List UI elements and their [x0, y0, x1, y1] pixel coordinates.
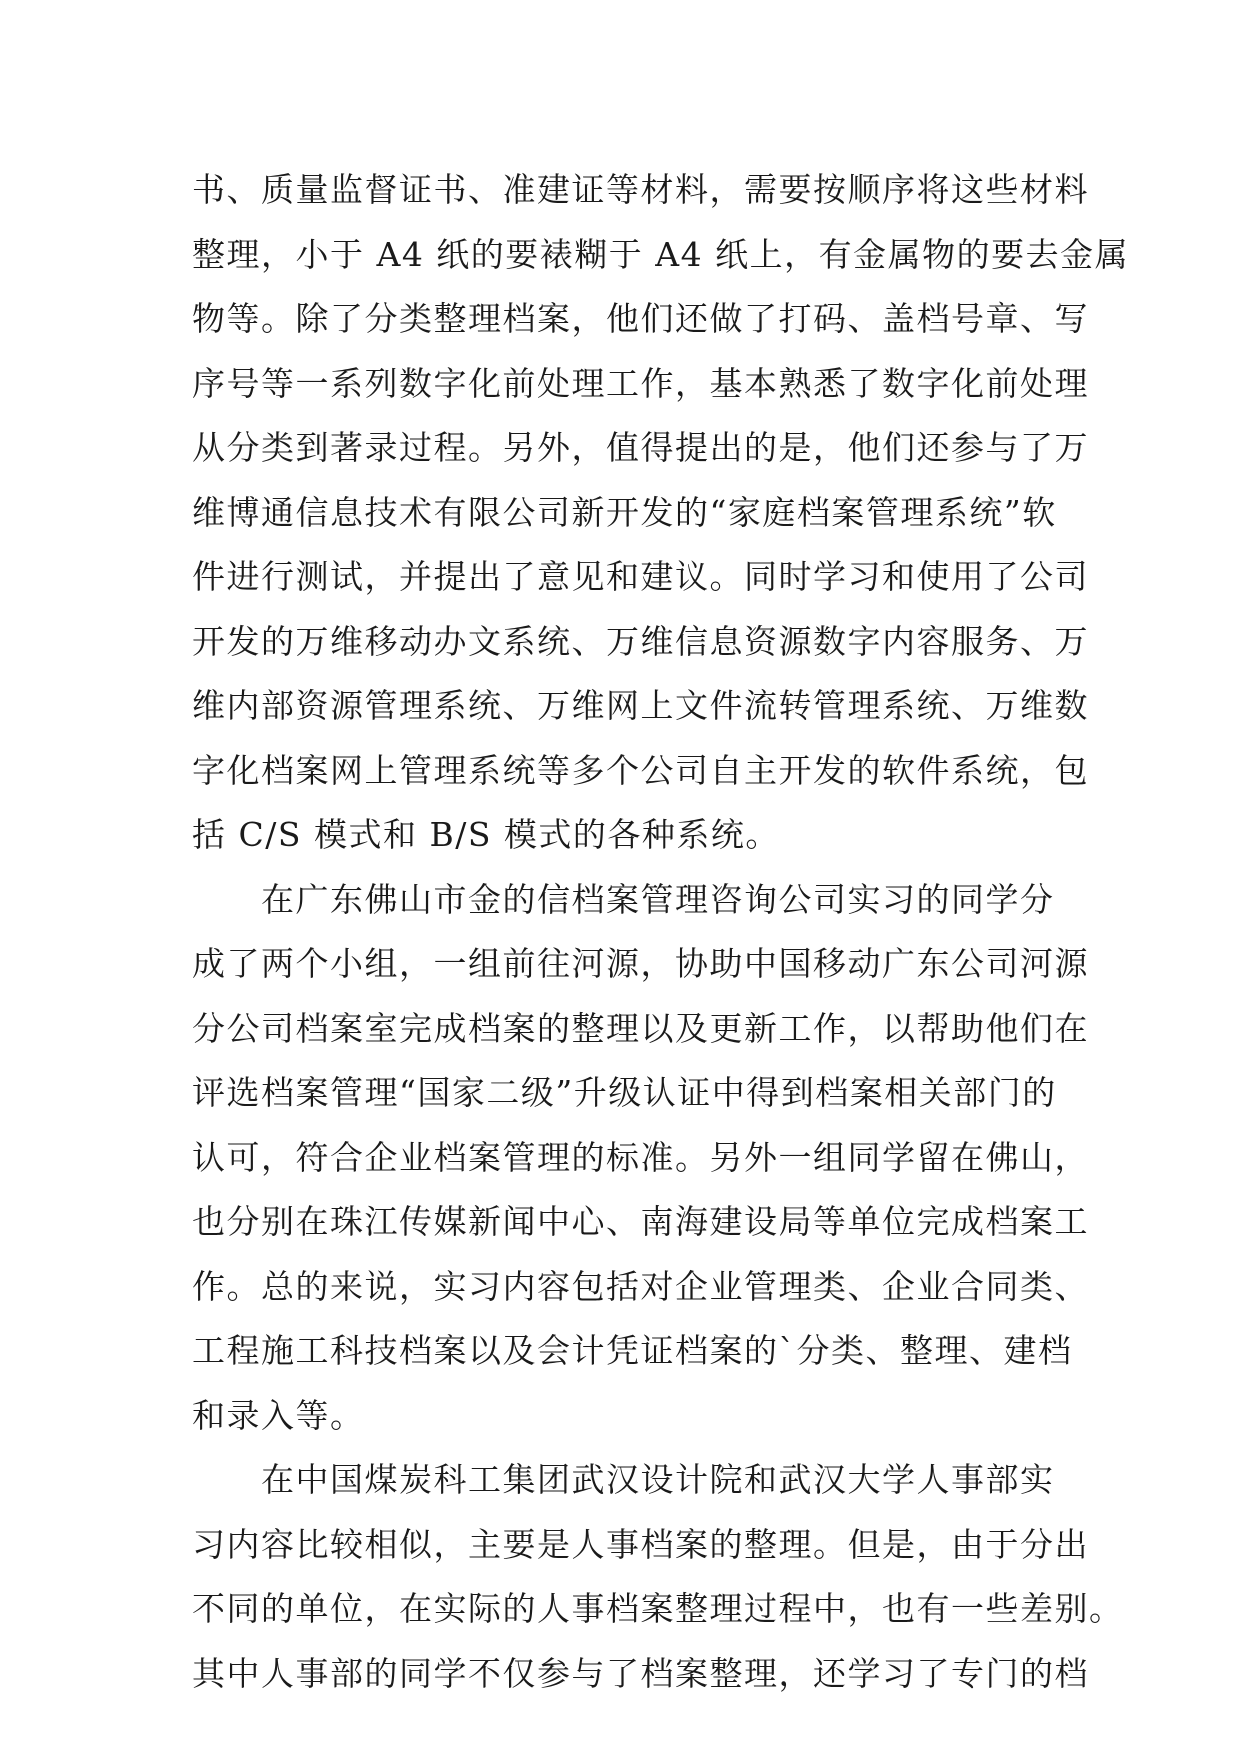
text-line: 维博通信息技术有限公司新开发的“家庭档案管理系统”软 — [192, 492, 1057, 532]
text-line: 和录入等。 — [192, 1395, 365, 1435]
text-line: 字化档案网上管理系统等多个公司自主开发的软件系统，包 — [192, 750, 1089, 790]
text-line: 整理，小于 A4 纸的要裱糊于 A4 纸上，有金属物的要去金属 — [192, 234, 1130, 274]
text-line: 成了两个小组，一组前往河源，协助中国移动广东公司河源 — [192, 944, 1089, 983]
text-line: 物等。除了分类整理档案，他们还做了打码、盖档号章、写 — [192, 299, 1089, 338]
text-line: 在广东佛山市金的信档案管理咨询公司实习的同学分 — [192, 879, 1055, 919]
text-line: 工程施工科技档案以及会计凭证档案的`分类、整理、建档 — [192, 1331, 1073, 1370]
text-line: 其中人事部的同学不仅参与了档案整理，还学习了专门的档 — [192, 1653, 1089, 1693]
text-line: 书、质量监督证书、准建证等材料，需要按顺序将这些材料 — [192, 170, 1089, 209]
text-line: 件进行测试，并提出了意见和建议。同时学习和使用了公司 — [192, 557, 1089, 596]
text-line: 习内容比较相似，主要是人事档案的整理。但是，由于分出 — [192, 1524, 1089, 1564]
text-line: 括 C/S 模式和 B/S 模式的各种系统。 — [192, 815, 780, 854]
text-line: 认可，符合企业档案管理的标准。另外一组同学留在佛山， — [192, 1137, 1089, 1177]
text-line: 也分别在珠江传媒新闻中心、南海建设局等单位完成档案工 — [192, 1202, 1089, 1241]
text-line: 作。总的来说，实习内容包括对企业管理类、企业合同类、 — [192, 1266, 1089, 1306]
text-line: 分公司档案室完成档案的整理以及更新工作，以帮助他们在 — [192, 1008, 1089, 1048]
text-line: 评选档案管理“国家二级”升级认证中得到档案相关部门的 — [192, 1073, 1057, 1112]
text-line: 序号等一系列数字化前处理工作，基本熟悉了数字化前处理 — [192, 363, 1089, 403]
text-line: 维内部资源管理系统、万维网上文件流转管理系统、万维数 — [192, 686, 1089, 725]
text-line: 开发的万维移动办文系统、万维信息资源数字内容服务、万 — [192, 621, 1089, 661]
text-line: 从分类到著录过程。另外，值得提出的是，他们还参与了万 — [192, 428, 1089, 467]
body-text — [192, 158, 1130, 1706]
text-line: 不同的单位，在实际的人事档案整理过程中，也有一些差别。 — [192, 1589, 1124, 1628]
text-line: 在中国煤炭科工集团武汉设计院和武汉大学人事部实 — [192, 1460, 1055, 1499]
